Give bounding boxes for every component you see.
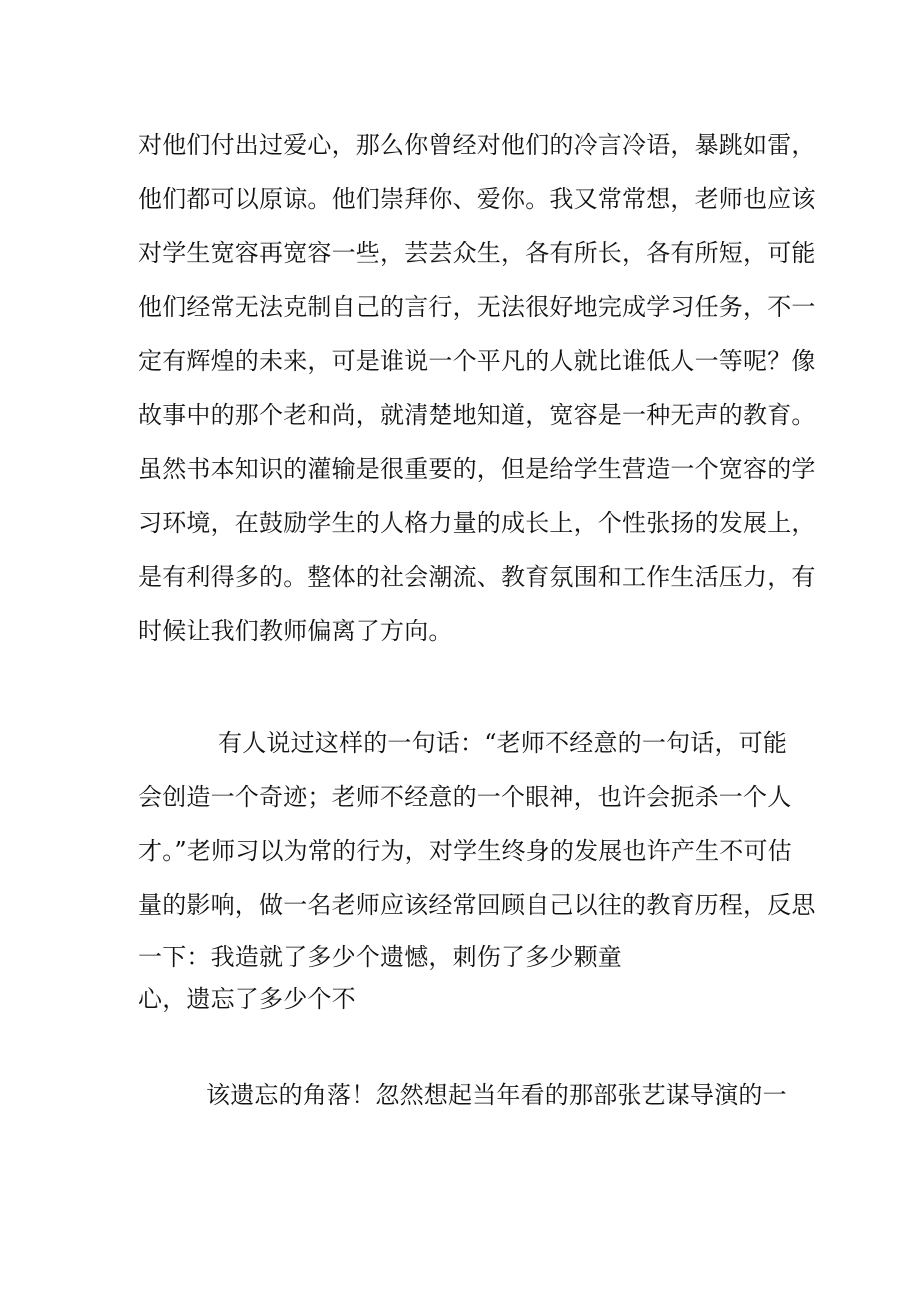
text-line: 对学生宽容再宽容一些，芸芸众生，各有所长，各有所短，可能 — [138, 239, 816, 267]
text-line: 会创造一个奇迹；老师不经意的一个眼神，也许会扼杀一个人 — [138, 783, 792, 811]
text-line: 故事中的那个老和尚，就清楚地知道，宽容是一种无声的教育。 — [138, 401, 816, 429]
text-line: 定有辉煌的未来，可是谁说一个平凡的人就比谁低人一等呢？像 — [138, 347, 816, 375]
text-line: 是有利得多的。整体的社会潮流、教育氛围和工作生活压力，有 — [138, 563, 816, 591]
text-line: 时候让我们教师偏离了方向。 — [138, 617, 453, 645]
text-line: 才。”老师习以为常的行为，对学生终身的发展也许产生不可估 — [138, 837, 792, 865]
text-line: 一下：我造就了多少个遗憾，刺伤了多少颗童 — [138, 943, 622, 971]
text-line: 对他们付出过爱心，那么你曾经对他们的冷言冷语，暴跳如雷， — [138, 131, 816, 159]
text-line: 他们都可以原谅。他们崇拜你、爱你。我又常常想，老师也应该 — [138, 185, 816, 213]
text-line: 心，遗忘了多少个不 — [138, 985, 356, 1013]
text-line: 虽然书本知识的灌输是很重要的，但是给学生营造一个宽容的学 — [138, 455, 816, 483]
text-line: 他们经常无法克制自己的言行，无法很好地完成学习任务，不一 — [138, 293, 816, 321]
text-line: 该遗忘的角落！忽然想起当年看的那部张艺谋导演的一 — [206, 1081, 787, 1109]
text-line: 习环境，在鼓励学生的人格力量的成长上，个性张扬的发展上， — [138, 509, 816, 537]
text-line: 有人说过这样的一句话：“老师不经意的一句话，可能 — [218, 729, 788, 757]
text-line: 量的影响，做一名老师应该经常回顾自己以往的教育历程，反思 — [138, 891, 816, 919]
